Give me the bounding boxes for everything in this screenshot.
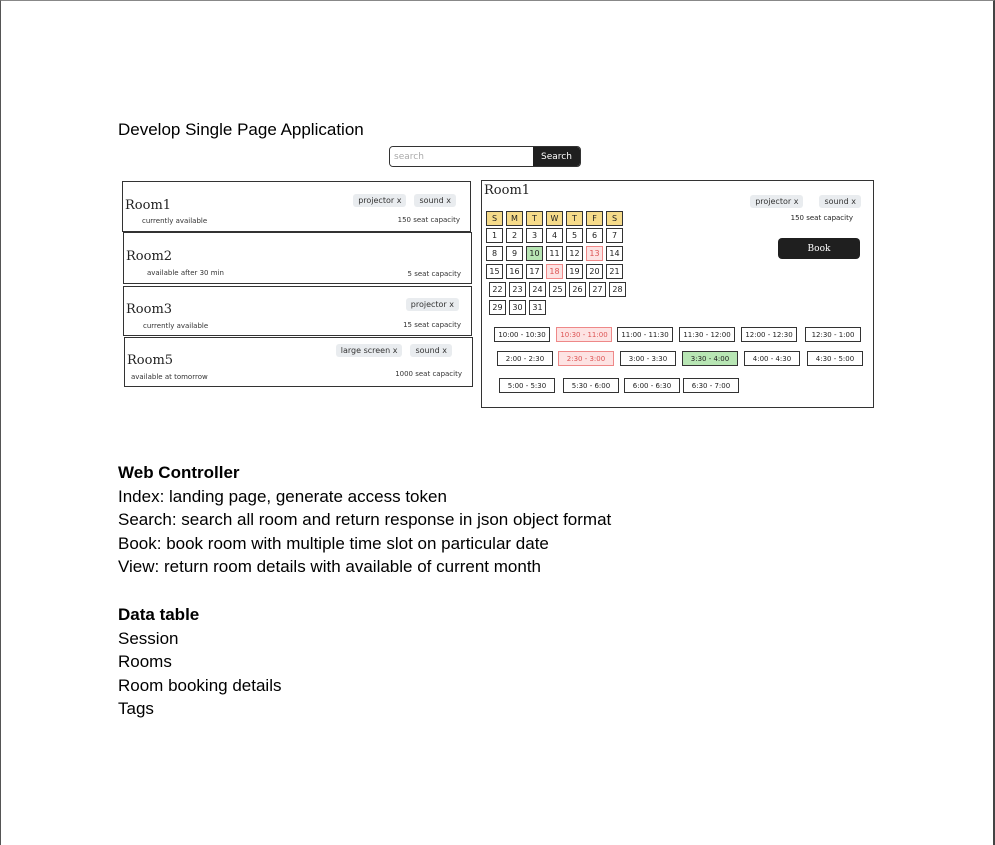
web-controller-section xyxy=(118,461,611,579)
section-line: Index: landing page, generate access token xyxy=(118,486,447,506)
room-card[interactable] xyxy=(123,232,472,284)
time-slot[interactable]: 6:30 - 7:00 xyxy=(683,378,739,393)
time-slot[interactable]: 3:30 - 4:00 xyxy=(682,351,738,366)
calendar-day[interactable]: 26 xyxy=(569,282,586,297)
detail-title: Room1 xyxy=(484,183,531,198)
time-slot[interactable]: 2:00 - 2:30 xyxy=(497,351,553,366)
room-card[interactable] xyxy=(123,286,472,336)
tag-chip[interactable]: sound x xyxy=(819,195,861,208)
calendar-day[interactable]: 23 xyxy=(509,282,526,297)
weekday-header: S xyxy=(486,211,503,226)
room-card[interactable] xyxy=(122,181,471,232)
section-line: View: return room details with available of current month xyxy=(118,557,541,576)
section-line: Room booking details xyxy=(118,675,282,695)
weekday-header: T xyxy=(526,211,543,226)
section-title: Web Controller xyxy=(118,463,240,482)
section-line: Session xyxy=(118,628,179,648)
detail-tags xyxy=(750,195,861,208)
search-bar xyxy=(389,146,581,167)
time-slot[interactable]: 4:30 - 5:00 xyxy=(807,351,863,366)
room-capacity: 1000 seat capacity xyxy=(395,370,462,378)
calendar-day[interactable]: 9 xyxy=(506,246,523,261)
calendar-day[interactable]: 11 xyxy=(546,246,563,261)
room-name: Room3 xyxy=(126,302,173,317)
room-tags xyxy=(336,344,452,357)
room-tags xyxy=(353,194,456,207)
calendar-day[interactable]: 8 xyxy=(486,246,503,261)
room-status: currently available xyxy=(143,322,209,330)
calendar-day[interactable]: 25 xyxy=(549,282,566,297)
room-tags xyxy=(406,298,459,311)
search-button[interactable]: Search xyxy=(533,147,580,166)
page-heading: Develop Single Page Application xyxy=(118,120,364,139)
time-slot[interactable]: 10:00 - 10:30 xyxy=(494,327,550,342)
calendar-day[interactable]: 20 xyxy=(586,264,603,279)
time-slot[interactable]: 2:30 - 3:00 xyxy=(558,351,614,366)
calendar-day[interactable]: 2 xyxy=(506,228,523,243)
calendar-day[interactable]: 27 xyxy=(589,282,606,297)
calendar-day[interactable]: 13 xyxy=(586,246,603,261)
tag-chip[interactable]: large screen x xyxy=(336,344,403,357)
calendar-day[interactable]: 14 xyxy=(606,246,623,261)
time-slot[interactable]: 10:30 - 11:00 xyxy=(556,327,612,342)
calendar-day[interactable]: 5 xyxy=(566,228,583,243)
data-table-section xyxy=(118,603,281,721)
room-name: Room1 xyxy=(125,198,172,213)
weekday-header: F xyxy=(586,211,603,226)
section-line: Tags xyxy=(118,699,154,718)
tag-chip[interactable]: projector x xyxy=(406,298,459,311)
time-slot[interactable]: 4:00 - 4:30 xyxy=(744,351,800,366)
detail-capacity: 150 seat capacity xyxy=(790,214,853,222)
calendar-day[interactable]: 6 xyxy=(586,228,603,243)
time-slot[interactable]: 12:00 - 12:30 xyxy=(741,327,797,342)
calendar-day[interactable]: 29 xyxy=(489,300,506,315)
time-slot[interactable]: 12:30 - 1:00 xyxy=(805,327,861,342)
calendar-day[interactable]: 3 xyxy=(526,228,543,243)
tag-chip[interactable]: sound x xyxy=(410,344,452,357)
calendar-day[interactable]: 15 xyxy=(486,264,503,279)
room-name: Room5 xyxy=(127,353,174,368)
weekday-header: S xyxy=(606,211,623,226)
calendar-day[interactable]: 4 xyxy=(546,228,563,243)
calendar-day[interactable]: 31 xyxy=(529,300,546,315)
room-capacity: 150 seat capacity xyxy=(397,216,460,224)
room-status: available after 30 min xyxy=(147,269,224,277)
room-name: Room2 xyxy=(126,249,173,264)
search-input[interactable] xyxy=(390,147,533,166)
section-line: Search: search all room and return response in json object format xyxy=(118,510,612,529)
calendar-day[interactable]: 30 xyxy=(509,300,526,315)
calendar-day[interactable]: 12 xyxy=(566,246,583,261)
weekday-header: M xyxy=(506,211,523,226)
time-slot[interactable]: 3:00 - 3:30 xyxy=(620,351,676,366)
room-card[interactable] xyxy=(124,337,473,387)
calendar-day[interactable]: 7 xyxy=(606,228,623,243)
section-line: Rooms xyxy=(118,652,172,671)
calendar-day[interactable]: 10 xyxy=(526,246,543,261)
time-slot[interactable]: 11:30 - 12:00 xyxy=(679,327,735,342)
tag-chip[interactable]: sound x xyxy=(414,194,456,207)
room-status: available at tomorrow xyxy=(131,373,208,381)
time-slot[interactable]: 5:30 - 6:00 xyxy=(563,378,619,393)
calendar-day[interactable]: 1 xyxy=(486,228,503,243)
section-line: Book: book room with multiple time slot on particular date xyxy=(118,533,549,553)
room-detail-panel xyxy=(481,180,874,408)
room-capacity: 5 seat capacity xyxy=(407,270,461,278)
calendar-day[interactable]: 22 xyxy=(489,282,506,297)
weekday-header: T xyxy=(566,211,583,226)
weekday-header: W xyxy=(546,211,563,226)
time-slot[interactable]: 5:00 - 5:30 xyxy=(499,378,555,393)
tag-chip[interactable]: projector x xyxy=(750,195,803,208)
room-status: currently available xyxy=(142,217,208,225)
book-button[interactable]: Book xyxy=(778,238,860,259)
calendar-day[interactable]: 16 xyxy=(506,264,523,279)
calendar-day[interactable]: 21 xyxy=(606,264,623,279)
calendar-day[interactable]: 28 xyxy=(609,282,626,297)
calendar-day[interactable]: 24 xyxy=(529,282,546,297)
time-slot[interactable]: 11:00 - 11:30 xyxy=(617,327,673,342)
calendar-day[interactable]: 18 xyxy=(546,264,563,279)
section-title: Data table xyxy=(118,605,200,624)
tag-chip[interactable]: projector x xyxy=(353,194,406,207)
time-slot[interactable]: 6:00 - 6:30 xyxy=(624,378,680,393)
room-capacity: 15 seat capacity xyxy=(403,321,461,329)
calendar-day[interactable]: 17 xyxy=(526,264,543,279)
calendar-day[interactable]: 19 xyxy=(566,264,583,279)
